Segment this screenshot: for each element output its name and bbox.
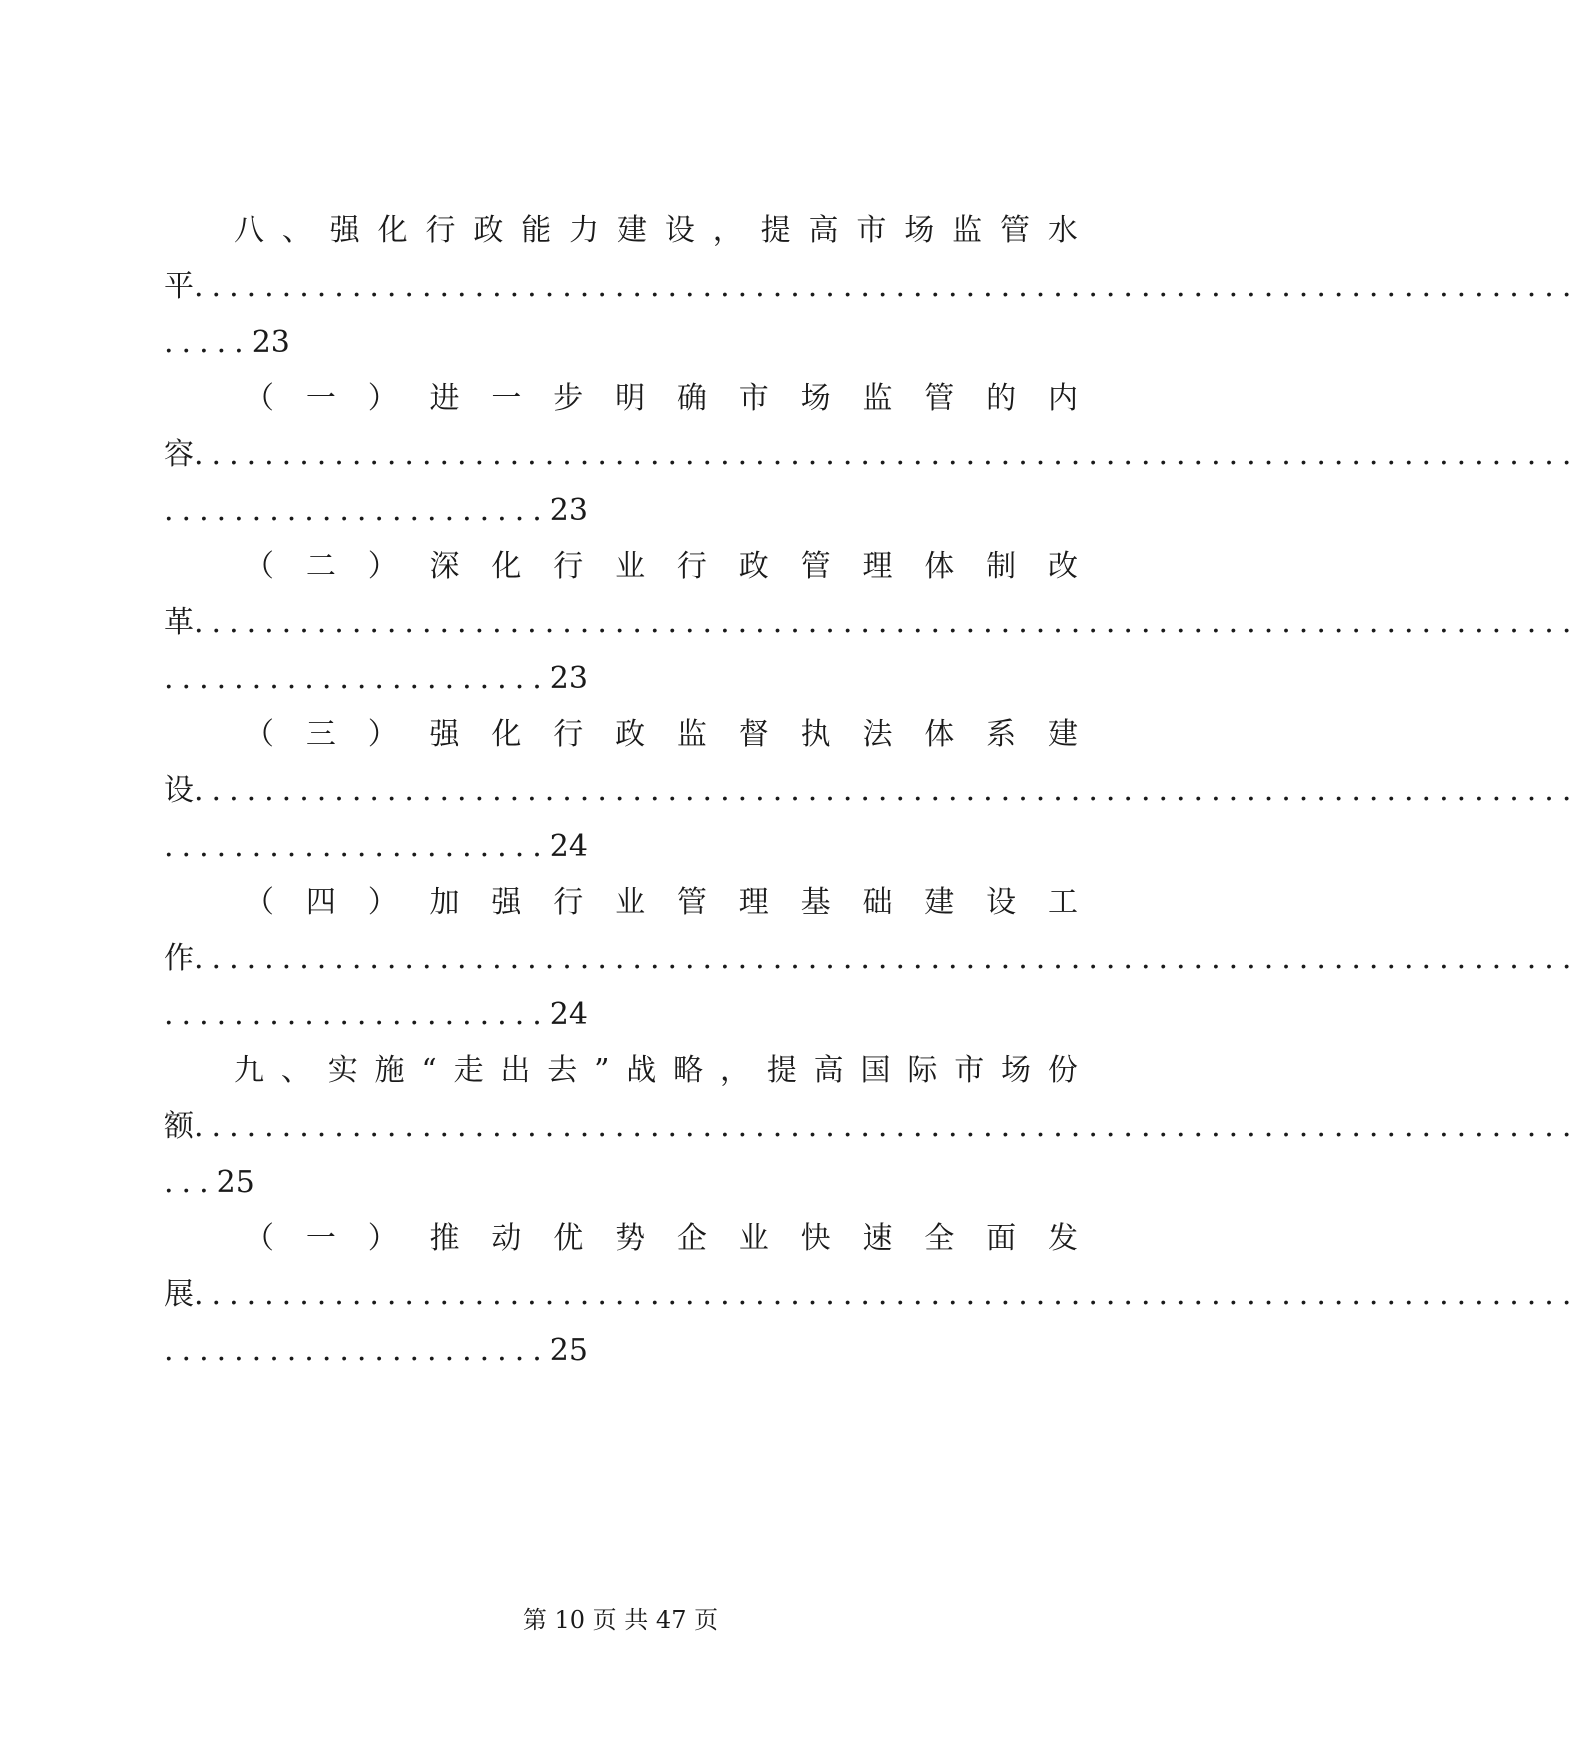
heading-char: 行: [553, 549, 584, 584]
heading-char: （: [244, 885, 274, 920]
heading-char: 全: [924, 1221, 955, 1256]
heading-last-char: 平: [164, 269, 194, 304]
heading-last-char: 额: [164, 1109, 194, 1144]
toc-entry-continuation: [164, 432, 1579, 478]
heading-char: 提: [766, 1053, 797, 1088]
toc-entry-continuation: [164, 600, 1579, 646]
heading-char: “: [421, 1053, 437, 1088]
heading-char: 出: [500, 1053, 531, 1088]
toc-entry-heading: [164, 376, 1078, 422]
heading-char: 理: [738, 885, 769, 920]
heading-last-char: 展: [164, 1277, 194, 1312]
heading-char: ，: [719, 1053, 750, 1088]
leader-dots-tail: .....: [164, 325, 252, 360]
heading-char: ，: [712, 213, 743, 248]
heading-char: ）: [367, 381, 398, 416]
heading-char: 管: [800, 549, 831, 584]
toc-entry-tail: [164, 824, 1078, 870]
heading-char: 建: [924, 885, 955, 920]
toc-entry-tail: [164, 488, 1078, 534]
heading-char: 一: [305, 1221, 336, 1256]
heading-char: 强: [329, 213, 360, 248]
heading-char: 监: [676, 717, 707, 752]
toc-entry-continuation: [164, 936, 1579, 982]
heading-char: 理: [862, 549, 893, 584]
heading-char: 面: [986, 1221, 1017, 1256]
heading-char: ）: [367, 717, 398, 752]
heading-char: 份: [1047, 1053, 1078, 1088]
page-number: 25: [216, 1165, 255, 1200]
heading-char: 高: [813, 1053, 844, 1088]
heading-char: 快: [800, 1221, 831, 1256]
toc-entry-tail: [164, 656, 1078, 702]
leader-dots: ...............................................................................: [194, 1277, 1579, 1312]
heading-char: 二: [305, 549, 336, 584]
heading-char: 强: [491, 885, 522, 920]
leader-dots-tail: ......................: [164, 829, 550, 864]
heading-char: 化: [491, 717, 522, 752]
heading-char: 明: [615, 381, 646, 416]
page-number: 23: [549, 493, 588, 528]
heading-char: 管: [1000, 213, 1030, 248]
leader-dots: ...............................................................................: [194, 269, 1579, 304]
toc-entry-heading: [164, 880, 1078, 926]
heading-char: 速: [862, 1221, 893, 1256]
heading-char: 督: [738, 717, 769, 752]
heading-char: ）: [367, 885, 398, 920]
heading-char: 市: [738, 381, 769, 416]
heading-char: 动: [491, 1221, 522, 1256]
toc-entry-heading: [164, 1048, 1078, 1094]
heading-char: 系: [986, 717, 1017, 752]
leader-dots-tail: ......................: [164, 661, 550, 696]
heading-char: （: [244, 549, 274, 584]
heading-char: 场: [904, 213, 935, 248]
heading-char: ”: [594, 1053, 610, 1088]
heading-char: 三: [305, 717, 336, 752]
heading-char: 改: [1047, 549, 1078, 584]
heading-char: 优: [553, 1221, 584, 1256]
heading-char: 略: [673, 1053, 704, 1088]
leader-dots-tail: ......................: [164, 1333, 550, 1368]
heading-char: 水: [1047, 213, 1078, 248]
toc-entry-tail: [164, 320, 1078, 366]
heading-char: 市: [954, 1053, 985, 1088]
heading-char: （: [244, 1221, 274, 1256]
toc-entry-heading: [164, 712, 1078, 758]
heading-char: 工: [1047, 885, 1078, 920]
heading-char: 设: [986, 885, 1017, 920]
heading-char: 制: [986, 549, 1017, 584]
toc-entry-heading: [164, 1216, 1078, 1262]
toc-entry-heading: [164, 208, 1078, 254]
heading-last-char: 作: [164, 941, 194, 976]
heading-char: 步: [553, 381, 584, 416]
heading-char: 四: [305, 885, 336, 920]
page-footer: 第 10 页 共 47 页: [522, 1606, 719, 1634]
heading-char: 战: [626, 1053, 657, 1088]
heading-last-char: 革: [164, 605, 194, 640]
heading-char: 加: [429, 885, 460, 920]
heading-char: 行: [553, 885, 584, 920]
heading-char: 行: [676, 549, 707, 584]
page-number: 25: [549, 1333, 588, 1368]
heading-char: 法: [862, 717, 893, 752]
heading-char: 监: [952, 213, 983, 248]
heading-char: 确: [676, 381, 707, 416]
leader-dots-tail: ......................: [164, 997, 550, 1032]
leader-dots: ...............................................................................: [194, 1109, 1579, 1144]
heading-char: 发: [1047, 1221, 1078, 1256]
heading-char: 一: [491, 381, 522, 416]
leader-dots: ...............................................................................: [194, 437, 1579, 472]
heading-char: 监: [862, 381, 893, 416]
leader-dots: ...............................................................................: [194, 773, 1579, 808]
heading-last-char: 设: [164, 773, 194, 808]
heading-char: 建: [617, 213, 647, 248]
heading-char: 去: [547, 1053, 578, 1088]
heading-char: 进: [429, 381, 460, 416]
heading-char: ）: [367, 549, 398, 584]
heading-char: 行: [553, 717, 584, 752]
heading-char: 设: [664, 213, 695, 248]
heading-char: 建: [1047, 717, 1078, 752]
toc-entry-continuation: [164, 1272, 1579, 1318]
heading-char: 场: [800, 381, 831, 416]
heading-char: 力: [569, 213, 600, 248]
heading-char: 、: [280, 1053, 311, 1088]
heading-char: 基: [800, 885, 831, 920]
heading-char: 业: [615, 885, 646, 920]
heading-char: 九: [234, 1053, 264, 1088]
heading-char: 势: [615, 1221, 646, 1256]
page-number: 23: [251, 325, 290, 360]
heading-char: 化: [491, 549, 522, 584]
leader-dots: ...............................................................................: [194, 941, 1579, 976]
heading-char: 的: [986, 381, 1017, 416]
heading-char: 政: [473, 213, 504, 248]
heading-char: 业: [738, 1221, 769, 1256]
heading-char: 一: [305, 381, 336, 416]
toc-entry-tail: [164, 1160, 1078, 1206]
heading-char: 国: [860, 1053, 891, 1088]
heading-char: 走: [453, 1053, 484, 1088]
leader-dots-tail: ...: [164, 1165, 217, 1200]
heading-char: 内: [1047, 381, 1078, 416]
heading-char: 强: [429, 717, 460, 752]
heading-char: 础: [862, 885, 893, 920]
heading-char: 企: [676, 1221, 707, 1256]
heading-char: 推: [429, 1221, 460, 1256]
heading-char: 能: [521, 213, 552, 248]
heading-char: 政: [738, 549, 769, 584]
toc-entry-tail: [164, 1328, 1078, 1374]
page-number: 23: [549, 661, 588, 696]
heading-char: 提: [760, 213, 791, 248]
toc-entry-heading: [164, 544, 1078, 590]
toc-entry-continuation: [164, 264, 1579, 310]
heading-char: 管: [924, 381, 955, 416]
heading-char: 八: [234, 213, 264, 248]
heading-char: 高: [808, 213, 839, 248]
heading-char: 体: [924, 717, 955, 752]
heading-last-char: 容: [164, 437, 194, 472]
heading-char: 市: [856, 213, 887, 248]
page-number: 24: [549, 829, 588, 864]
heading-char: 业: [615, 549, 646, 584]
heading-char: 施: [374, 1053, 405, 1088]
leader-dots: ...............................................................................: [194, 605, 1579, 640]
heading-char: 际: [907, 1053, 938, 1088]
heading-char: 管: [676, 885, 707, 920]
heading-char: （: [244, 381, 274, 416]
page-number: 24: [549, 997, 588, 1032]
heading-char: 、: [281, 213, 312, 248]
toc-entry-continuation: [164, 1104, 1579, 1150]
heading-char: （: [244, 717, 274, 752]
heading-char: ）: [367, 1221, 398, 1256]
heading-char: 化: [377, 213, 408, 248]
toc-entry-continuation: [164, 768, 1579, 814]
leader-dots-tail: ......................: [164, 493, 550, 528]
heading-char: 深: [429, 549, 460, 584]
toc-entry-tail: [164, 992, 1078, 1038]
heading-char: 体: [924, 549, 955, 584]
heading-char: 场: [1001, 1053, 1032, 1088]
heading-char: 执: [800, 717, 831, 752]
heading-char: 政: [615, 717, 646, 752]
heading-char: 行: [425, 213, 456, 248]
heading-char: 实: [327, 1053, 358, 1088]
